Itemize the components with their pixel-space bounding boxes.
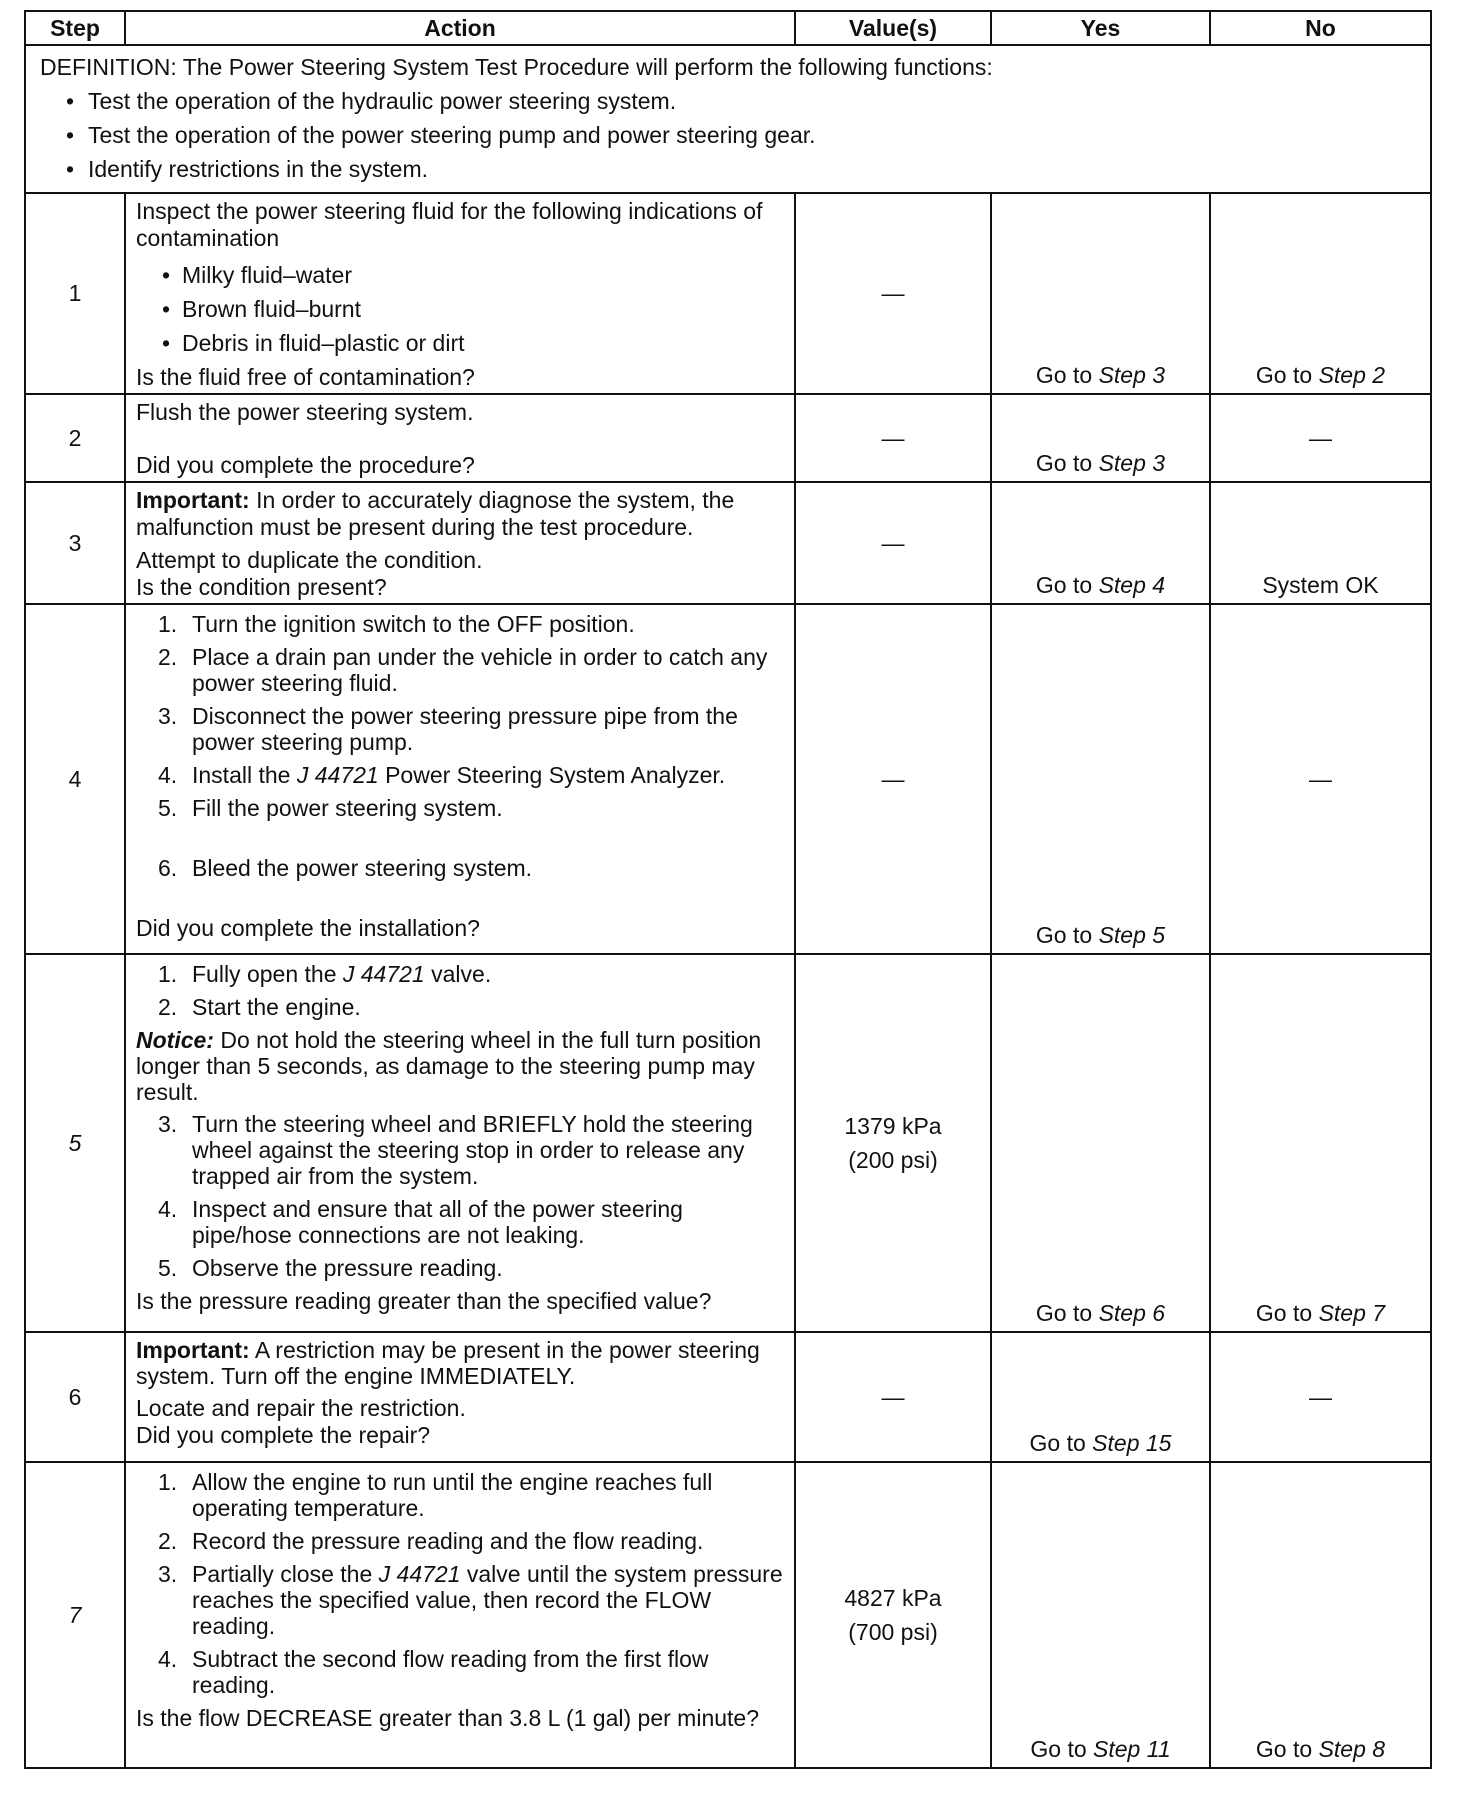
item-text: Fully open the xyxy=(192,961,343,987)
header-action: Action xyxy=(125,11,795,45)
item-text: Turn the steering wheel and BRIEFLY hold the steering wheel against the steering stop in order to release any trapped air from the system. xyxy=(192,1111,753,1189)
list-item xyxy=(158,611,784,637)
no-result xyxy=(1210,954,1431,1332)
tool-number: J 44721 xyxy=(342,961,425,987)
list-item xyxy=(158,1196,784,1248)
go-to-text: Go to xyxy=(1255,362,1313,388)
item-number: 2. xyxy=(158,644,178,670)
go-to-text: Go to xyxy=(1035,572,1093,598)
yes-result xyxy=(991,394,1210,482)
item-number: 4. xyxy=(158,1196,178,1222)
list-item xyxy=(158,994,784,1020)
step-action xyxy=(125,394,795,482)
step-row-6 xyxy=(25,1332,1431,1462)
item-text: Record the pressure reading and the flow reading. xyxy=(192,1528,704,1554)
item-number: 2. xyxy=(158,1528,178,1554)
definition-item: • Test the operation of the power steering pump and power steering gear. xyxy=(88,118,1416,152)
value-metric: 4827 kPa xyxy=(844,1585,942,1611)
no-step-link[interactable]: Step 2 xyxy=(1318,362,1386,388)
item-number: 4. xyxy=(158,762,178,788)
item-text: valve. xyxy=(424,961,492,987)
no-result: — xyxy=(1210,604,1431,954)
yes-step-link[interactable]: Step 3 xyxy=(1098,362,1166,388)
go-to-text: Go to xyxy=(1029,1430,1086,1456)
go-to-text: Go to xyxy=(1255,1736,1313,1762)
item-text: Place a drain pan under the vehicle in order to catch any power steering fluid. xyxy=(192,644,768,696)
list-item xyxy=(158,1111,784,1189)
important-text: In order to accurately diagnose the system, the malfunction must be present during the test procedure. xyxy=(136,487,735,540)
item-text: Observe the pressure reading. xyxy=(192,1255,503,1281)
value-imperial: (700 psi) xyxy=(848,1619,938,1645)
step-action xyxy=(125,604,795,954)
action-intro: Inspect the power steering fluid for the following indications of contamination xyxy=(136,198,763,251)
go-to-text: Go to xyxy=(1255,1300,1313,1326)
step-row-4 xyxy=(25,604,1431,954)
item-number: 1. xyxy=(158,611,178,637)
tool-number: J 44721 xyxy=(296,762,379,788)
step-action xyxy=(125,954,795,1332)
important-note xyxy=(136,1337,784,1389)
no-result: — xyxy=(1210,1332,1431,1462)
definition-list xyxy=(40,84,1416,186)
list-item: • Debris in fluid–plastic or dirt xyxy=(182,326,784,360)
item-text: Partially close the xyxy=(192,1561,379,1587)
step-value xyxy=(795,1462,991,1768)
list-item xyxy=(158,1646,784,1698)
flow-test-steps xyxy=(136,1469,784,1698)
go-to-text: Go to xyxy=(1035,922,1093,948)
no-step-link[interactable]: Step 8 xyxy=(1318,1736,1386,1762)
list-item xyxy=(158,1528,784,1554)
header-step: Step xyxy=(25,11,125,45)
step-row-3 xyxy=(25,482,1431,604)
definition-text: DEFINITION: The Power Steering System Test Procedure will perform the following functions: xyxy=(40,54,993,80)
action-intro: Flush the power steering system. xyxy=(136,399,474,425)
action-question: Is the flow DECREASE greater than 3.8 L (1 gal) per minute? xyxy=(136,1705,760,1731)
list-item xyxy=(158,762,784,788)
yes-result xyxy=(991,1332,1210,1462)
item-number: 1. xyxy=(158,961,178,987)
important-label: Important: xyxy=(136,487,250,513)
item-text: Disconnect the power steering pressure pipe from the power steering pump. xyxy=(192,703,738,755)
test-steps-b xyxy=(136,1111,784,1281)
header-no: No xyxy=(1210,11,1431,45)
yes-step-link[interactable]: Step 11 xyxy=(1093,1736,1171,1762)
installation-steps xyxy=(136,611,784,881)
item-number: 3. xyxy=(158,1561,178,1587)
yes-step-link[interactable]: Step 6 xyxy=(1098,1300,1166,1326)
step-action xyxy=(125,482,795,604)
step-number: 1 xyxy=(25,193,125,394)
yes-step-link[interactable]: Step 15 xyxy=(1092,1430,1172,1456)
step-number: 3 xyxy=(25,482,125,604)
step-value: — xyxy=(795,604,991,954)
contamination-list xyxy=(136,258,784,360)
action-question: Is the condition present? xyxy=(136,574,387,600)
item-text: Inspect and ensure that all of the power steering pipe/hose connections are not leaking. xyxy=(192,1196,683,1248)
list-item: • Brown fluid–burnt xyxy=(182,292,784,326)
item-text: Turn the ignition switch to the OFF position. xyxy=(192,611,635,637)
item-number: 2. xyxy=(158,994,178,1020)
step-action xyxy=(125,1332,795,1462)
notice-text: Do not hold the steering wheel in the full turn position longer than 5 seconds, as damage to the steering pump may result. xyxy=(136,1027,762,1105)
item-text: Allow the engine to run until the engine reaches full operating temperature. xyxy=(192,1469,713,1521)
yes-result xyxy=(991,954,1210,1332)
diagnostic-table xyxy=(24,10,1432,1769)
no-result xyxy=(1210,1462,1431,1768)
definition-item: • Test the operation of the hydraulic power steering system. xyxy=(88,84,1416,118)
step-value: — xyxy=(795,193,991,394)
important-label: Important: xyxy=(136,1337,250,1363)
no-step-link[interactable]: Step 7 xyxy=(1318,1300,1386,1326)
list-item xyxy=(158,644,784,696)
no-result: System OK xyxy=(1210,482,1431,604)
list-item xyxy=(158,1255,784,1281)
yes-step-link[interactable]: Step 4 xyxy=(1098,572,1166,598)
item-text: Fill the power steering system. xyxy=(192,795,503,821)
step-value: — xyxy=(795,482,991,604)
definition-item: • Identify restrictions in the system. xyxy=(88,152,1416,186)
action-question: Is the fluid free of contamination? xyxy=(136,364,475,390)
important-note xyxy=(136,487,784,541)
action-question: Did you complete the installation? xyxy=(136,915,480,941)
list-item xyxy=(158,1561,784,1639)
value-metric: 1379 kPa xyxy=(844,1113,942,1139)
step-action xyxy=(125,1462,795,1768)
definition-row xyxy=(25,45,1431,193)
item-number: 6. xyxy=(158,855,178,881)
definition-cell xyxy=(25,45,1431,193)
action-line: Attempt to duplicate the condition. xyxy=(136,547,483,573)
list-item xyxy=(158,795,784,821)
action-question: Did you complete the procedure? xyxy=(136,452,475,478)
value-imperial: (200 psi) xyxy=(848,1147,938,1173)
notice-label: Notice: xyxy=(136,1027,214,1053)
step-number: 5 xyxy=(25,954,125,1332)
step-number: 2 xyxy=(25,394,125,482)
step-value xyxy=(795,954,991,1332)
header-row xyxy=(25,11,1431,45)
notice-note xyxy=(136,1027,784,1105)
list-item xyxy=(158,855,784,881)
item-text: Power Steering System Analyzer. xyxy=(378,762,726,788)
step-number: 7 xyxy=(25,1462,125,1768)
step-action xyxy=(125,193,795,394)
item-text: valve until the system pressure reaches the specified value, then record the FLOW reading. xyxy=(192,1561,783,1639)
list-item xyxy=(158,703,784,755)
action-line: Locate and repair the restriction. xyxy=(136,1395,466,1421)
yes-result xyxy=(991,193,1210,394)
list-item: • Milky fluid–water xyxy=(182,258,784,292)
yes-result xyxy=(991,1462,1210,1768)
go-to-text: Go to xyxy=(1030,1736,1087,1762)
item-number: 4. xyxy=(158,1646,178,1672)
go-to-text: Go to xyxy=(1035,362,1093,388)
header-yes: Yes xyxy=(991,11,1210,45)
item-text: Subtract the second flow reading from the first flow reading. xyxy=(192,1646,709,1698)
list-item xyxy=(158,1469,784,1521)
item-text: Bleed the power steering system. xyxy=(192,855,533,881)
item-number: 1. xyxy=(158,1469,178,1495)
item-number: 5. xyxy=(158,795,178,821)
go-to-text: Go to xyxy=(1035,450,1093,476)
item-text: Start the engine. xyxy=(192,994,361,1020)
item-text: Install the xyxy=(192,762,297,788)
tool-number: J 44721 xyxy=(378,1561,461,1587)
step-value: — xyxy=(795,1332,991,1462)
yes-step-link[interactable]: Step 5 xyxy=(1098,922,1166,948)
item-number: 3. xyxy=(158,1111,178,1137)
step-row-5 xyxy=(25,954,1431,1332)
item-number: 3. xyxy=(158,703,178,729)
test-steps-a xyxy=(136,961,784,1020)
important-text: A restriction may be present in the power steering system. Turn off the engine IMMEDIATELY. xyxy=(136,1337,760,1389)
item-number: 5. xyxy=(158,1255,178,1281)
header-values: Value(s) xyxy=(795,11,991,45)
yes-result xyxy=(991,482,1210,604)
step-row-7 xyxy=(25,1462,1431,1768)
list-item xyxy=(158,961,784,987)
action-question: Did you complete the repair? xyxy=(136,1422,431,1448)
no-result: — xyxy=(1210,394,1431,482)
step-row-1 xyxy=(25,193,1431,394)
yes-step-link[interactable]: Step 3 xyxy=(1098,450,1166,476)
step-number: 6 xyxy=(25,1332,125,1462)
no-result xyxy=(1210,193,1431,394)
go-to-text: Go to xyxy=(1035,1300,1093,1326)
yes-result xyxy=(991,604,1210,954)
step-value: — xyxy=(795,394,991,482)
step-number: 4 xyxy=(25,604,125,954)
action-question: Is the pressure reading greater than the specified value? xyxy=(136,1288,712,1314)
step-row-2 xyxy=(25,394,1431,482)
